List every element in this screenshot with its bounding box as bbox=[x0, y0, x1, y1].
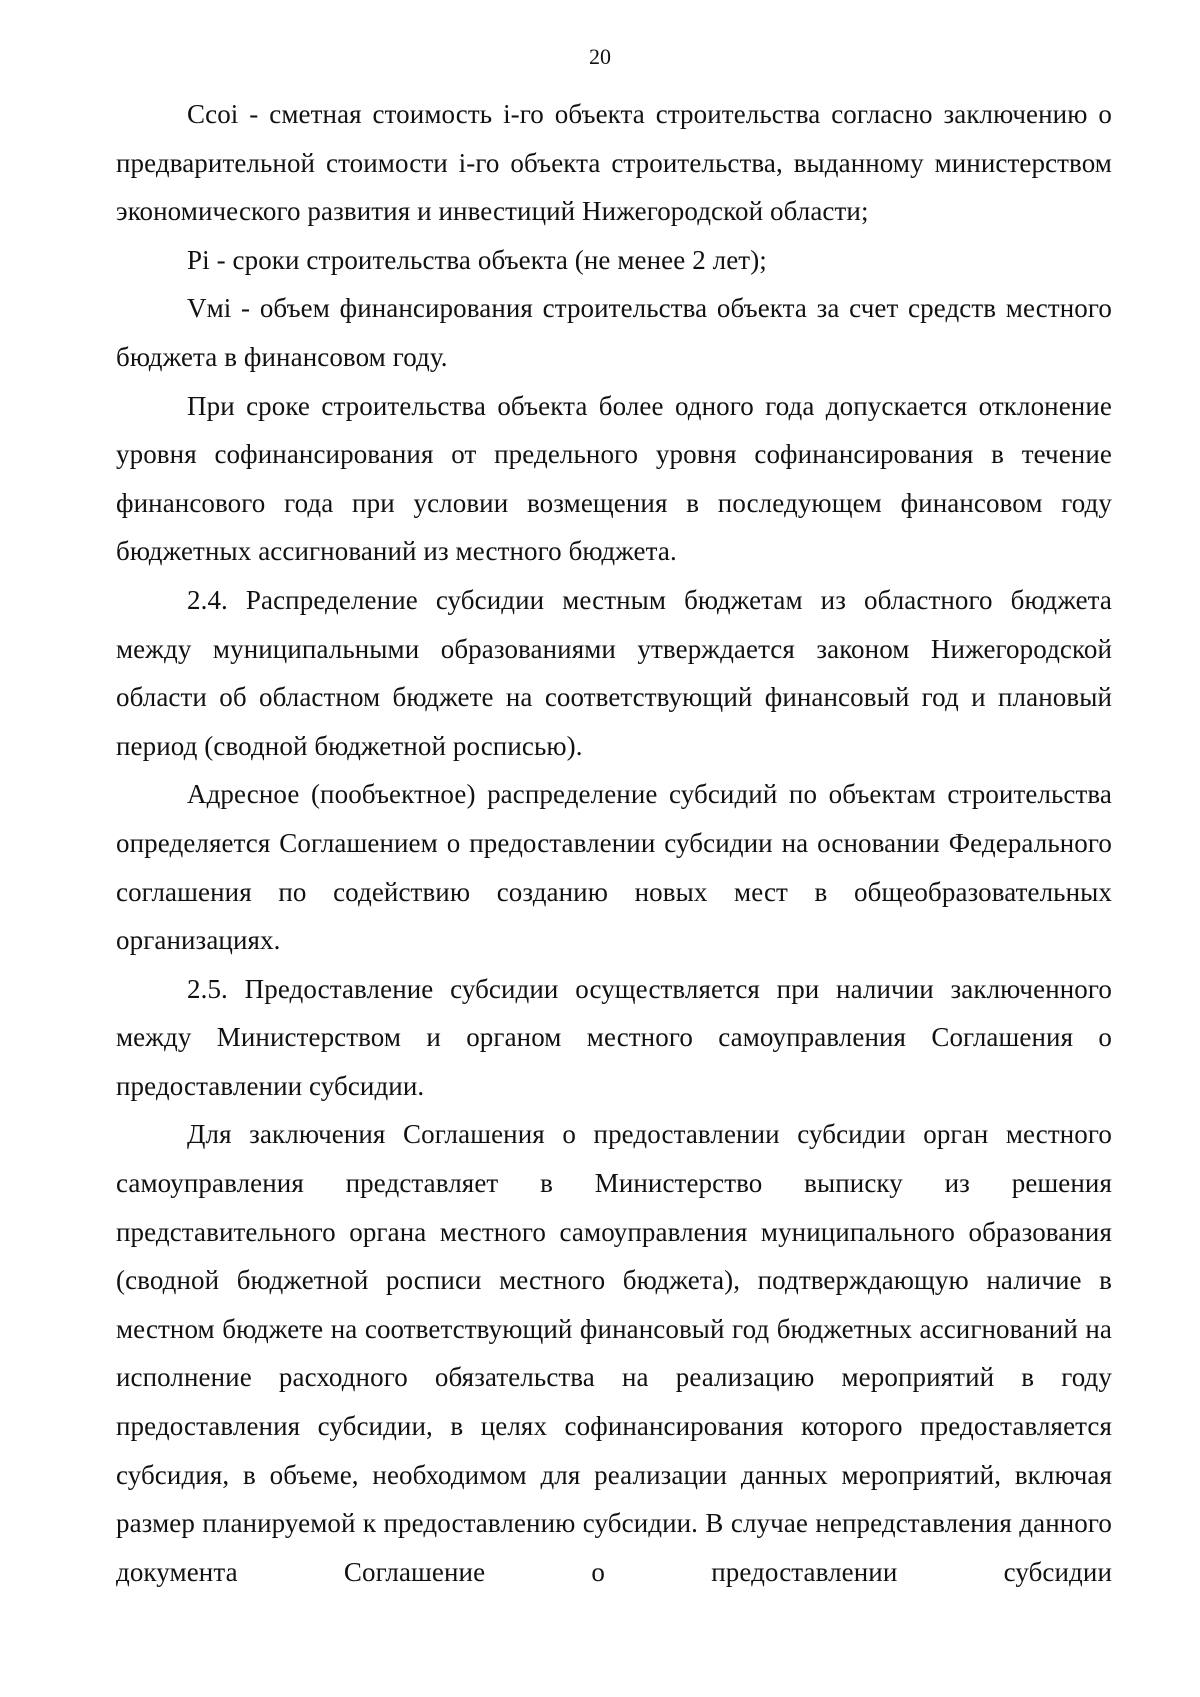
paragraph-agreement-conclusion: Для заключения Соглашения о предоставлении субсидии орган местного самоуправления представляет в Министерство выписку из решения представительного органа местного самоуправления муниципального образования (сводной бюджетной росписи местного бюджета), подтверждающую наличие в местном бюджете на соответствующий финансовый год бюджетных ассигнований на исполнение расходного обязательства на реализацию мероприятий в году предоставления субсидии, в целях софинансирования которого предоставляется субсидия, в объеме, необходимом для реализации данных мероприятий, включая размер планируемой к предоставлению субсидии. В случае непредставления данного документа Соглашение о предоставлении субсидии bbox=[116, 1119, 1112, 1587]
paragraph-section-2-4: 2.4. Распределение субсидии местным бюджетам из областного бюджета между муниципальными образованиями утверждается законом Нижегородской области об областном бюджете на соответствующий финансовый год и плановый период (сводной бюджетной росписью). bbox=[116, 584, 1112, 761]
paragraph-section-2-5: 2.5. Предоставление субсидии осуществляется при наличии заключенного между Министерством и органом местного самоуправления Соглашения о предоставлении субсидии. bbox=[116, 973, 1112, 1101]
paragraph-address-distribution: Адресное (пообъектное) распределение субсидий по объектам строительства определяется Соглашением о предоставлении субсидии на основании Федерального соглашения по содействию созданию новых мест в общеобразовательных организациях. bbox=[116, 779, 1112, 956]
paragraph-ccoi-definition: Ccoi - сметная стоимость i-го объекта строительства согласно заключению о предварительной стоимости i-го объекта строительства, выданному министерством экономического развития и инвестиций Нижегородской области; bbox=[116, 99, 1112, 227]
page-number: 20 bbox=[589, 44, 611, 69]
paragraph-vmi-definition: Vмi - объем финансирования строительства объекта за счет средств местного бюджета в финансовом году. bbox=[116, 293, 1112, 372]
document-body bbox=[116, 90, 1112, 1596]
paragraph-pi-definition: Pi - сроки строительства объекта (не менее 2 лет); bbox=[187, 244, 767, 275]
paragraph-cofinancing-deviation: При сроке строительства объекта более одного года допускается отклонение уровня софинансирования от предельного уровня софинансирования в течение финансового года при условии возмещения в последующем финансовом году бюджетных ассигнований из местного бюджета. bbox=[116, 390, 1112, 567]
